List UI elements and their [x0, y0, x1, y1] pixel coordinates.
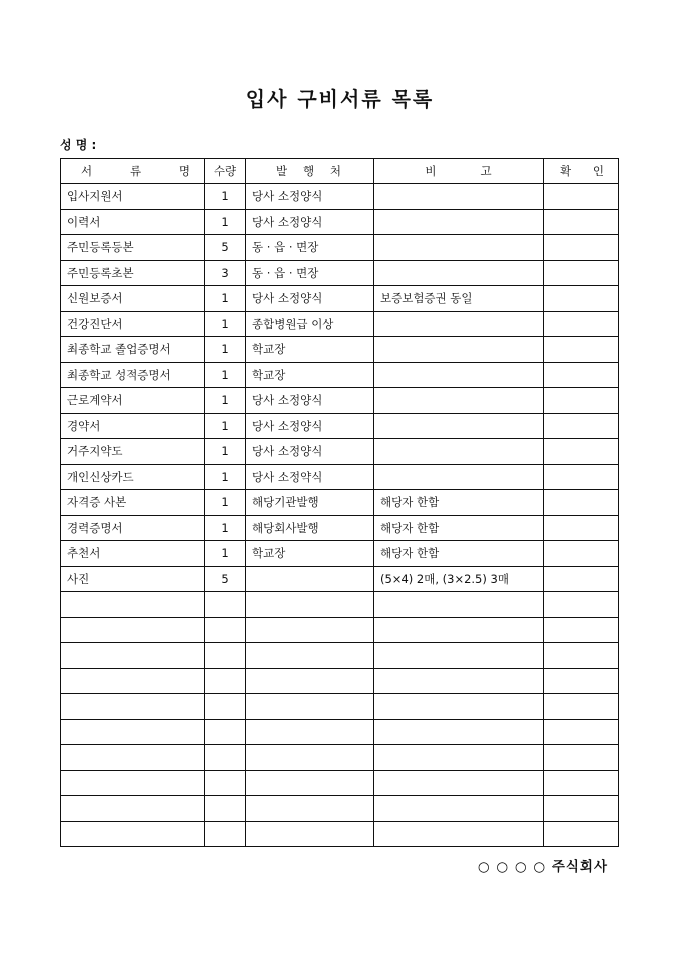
note-cell	[374, 439, 544, 465]
header-check	[544, 159, 619, 184]
document-name-cell: 주민등록등본	[61, 235, 205, 261]
note-cell	[374, 796, 544, 822]
table-row	[61, 413, 619, 439]
quantity-cell	[205, 821, 246, 847]
quantity-cell: 1	[205, 464, 246, 490]
quantity-cell	[205, 694, 246, 720]
check-cell	[544, 566, 619, 592]
issuer-cell: 당사 소정양식	[246, 286, 374, 312]
quantity-cell: 5	[205, 566, 246, 592]
issuer-cell	[246, 796, 374, 822]
table-row	[61, 439, 619, 465]
table-row	[61, 286, 619, 312]
header-issuer-char: 발	[276, 164, 288, 178]
table-row	[61, 668, 619, 694]
table-row	[61, 311, 619, 337]
check-cell	[544, 643, 619, 669]
table-row	[61, 362, 619, 388]
table-row	[61, 184, 619, 210]
issuer-cell: 해당기관발행	[246, 490, 374, 516]
table-row	[61, 337, 619, 363]
note-cell	[374, 209, 544, 235]
document-name-cell: 경력증명서	[61, 515, 205, 541]
issuer-cell	[246, 770, 374, 796]
check-cell	[544, 439, 619, 465]
document-name-cell	[61, 643, 205, 669]
issuer-cell	[246, 566, 374, 592]
note-cell	[374, 337, 544, 363]
table-row	[61, 821, 619, 847]
table-row	[61, 515, 619, 541]
table-row	[61, 617, 619, 643]
quantity-cell: 1	[205, 388, 246, 414]
check-cell	[544, 541, 619, 567]
header-name-char: 류	[129, 164, 142, 178]
quantity-cell	[205, 592, 246, 618]
note-cell	[374, 388, 544, 414]
quantity-cell: 1	[205, 362, 246, 388]
check-cell	[544, 668, 619, 694]
header-name-char: 서	[81, 164, 93, 178]
check-cell	[544, 337, 619, 363]
table-row	[61, 719, 619, 745]
note-cell	[374, 668, 544, 694]
header-note-char: 비	[425, 164, 437, 178]
check-cell	[544, 413, 619, 439]
quantity-cell: 1	[205, 311, 246, 337]
document-name-cell	[61, 745, 205, 771]
table-row	[61, 745, 619, 771]
quantity-cell	[205, 668, 246, 694]
note-cell	[374, 235, 544, 261]
document-name-cell: 최종학교 졸업증명서	[61, 337, 205, 363]
note-cell	[374, 413, 544, 439]
table-row	[61, 566, 619, 592]
quantity-cell: 1	[205, 413, 246, 439]
quantity-cell: 1	[205, 184, 246, 210]
note-cell	[374, 617, 544, 643]
quantity-cell: 1	[205, 209, 246, 235]
table-row	[61, 592, 619, 618]
table-row	[61, 694, 619, 720]
issuer-cell: 당사 소정양식	[246, 209, 374, 235]
document-name-cell: 최종학교 성적증명서	[61, 362, 205, 388]
issuer-cell: 당사 소정양식	[246, 388, 374, 414]
issuer-cell	[246, 617, 374, 643]
check-cell	[544, 745, 619, 771]
document-name-cell	[61, 821, 205, 847]
quantity-cell	[205, 617, 246, 643]
document-name-cell	[61, 694, 205, 720]
check-cell	[544, 821, 619, 847]
check-cell	[544, 719, 619, 745]
header-issuer-char: 행	[302, 164, 315, 178]
note-cell	[374, 464, 544, 490]
table-row	[61, 643, 619, 669]
check-cell	[544, 388, 619, 414]
check-cell	[544, 260, 619, 286]
note-cell: 해당자 한함	[374, 541, 544, 567]
issuer-cell: 학교장	[246, 337, 374, 363]
quantity-cell: 1	[205, 490, 246, 516]
issuer-cell: 당사 소정양식	[246, 439, 374, 465]
document-name-cell: 자격증 사본	[61, 490, 205, 516]
header-issuer	[246, 159, 374, 184]
header-document-name	[61, 159, 205, 184]
note-cell: 해당자 한함	[374, 490, 544, 516]
quantity-cell: 1	[205, 515, 246, 541]
quantity-cell: 1	[205, 439, 246, 465]
check-cell	[544, 362, 619, 388]
note-cell	[374, 745, 544, 771]
document-name-cell: 신원보증서	[61, 286, 205, 312]
note-cell	[374, 260, 544, 286]
document-name-cell	[61, 796, 205, 822]
check-cell	[544, 184, 619, 210]
check-cell	[544, 592, 619, 618]
check-cell	[544, 617, 619, 643]
note-cell	[374, 362, 544, 388]
document-name-cell: 거주지약도	[61, 439, 205, 465]
table-body	[61, 184, 619, 847]
issuer-cell	[246, 745, 374, 771]
document-name-cell	[61, 617, 205, 643]
issuer-cell: 해당회사발행	[246, 515, 374, 541]
document-name-cell: 건강진단서	[61, 311, 205, 337]
header-note-char: 고	[480, 164, 492, 178]
note-cell	[374, 184, 544, 210]
header-name-char: 명	[178, 164, 190, 178]
note-cell: 보증보험증권 동일	[374, 286, 544, 312]
applicant-name-label: 성 명 :	[60, 138, 97, 152]
header-check-char: 인	[592, 164, 604, 178]
note-cell: 해당자 한함	[374, 515, 544, 541]
quantity-cell	[205, 796, 246, 822]
quantity-cell: 1	[205, 337, 246, 363]
quantity-cell	[205, 770, 246, 796]
table-row	[61, 235, 619, 261]
check-cell	[544, 796, 619, 822]
note-cell	[374, 770, 544, 796]
header-check-char: 확	[560, 164, 572, 178]
document-name-cell: 개인신상카드	[61, 464, 205, 490]
issuer-cell	[246, 694, 374, 720]
table-row	[61, 770, 619, 796]
header-note	[374, 159, 544, 184]
quantity-cell: 1	[205, 286, 246, 312]
document-name-cell: 추천서	[61, 541, 205, 567]
document-name-cell: 주민등록초본	[61, 260, 205, 286]
documents-table	[60, 158, 619, 847]
document-name-cell: 경약서	[61, 413, 205, 439]
issuer-cell	[246, 668, 374, 694]
document-name-cell	[61, 719, 205, 745]
issuer-cell: 당사 소정양식	[246, 413, 374, 439]
note-cell	[374, 719, 544, 745]
note-cell: (5×4) 2매, (3×2.5) 3매	[374, 566, 544, 592]
document-name-cell: 입사지원서	[61, 184, 205, 210]
check-cell	[544, 209, 619, 235]
issuer-cell: 당사 소정약식	[246, 464, 374, 490]
quantity-cell	[205, 745, 246, 771]
table-row	[61, 541, 619, 567]
check-cell	[544, 286, 619, 312]
table-row	[61, 490, 619, 516]
check-cell	[544, 235, 619, 261]
issuer-cell	[246, 821, 374, 847]
quantity-cell	[205, 719, 246, 745]
note-cell	[374, 592, 544, 618]
header-issuer-char: 처	[329, 164, 341, 178]
page-title: 입사 구비서류 목록	[245, 87, 435, 111]
header-quantity: 수량	[205, 159, 246, 184]
quantity-cell: 1	[205, 541, 246, 567]
check-cell	[544, 490, 619, 516]
issuer-cell: 학교장	[246, 362, 374, 388]
check-cell	[544, 770, 619, 796]
issuer-cell: 동 · 읍 · 면장	[246, 235, 374, 261]
company-name: ○ ○ ○ ○ 주식회사	[477, 859, 608, 875]
issuer-cell	[246, 592, 374, 618]
issuer-cell: 동 · 읍 · 면장	[246, 260, 374, 286]
table-row	[61, 796, 619, 822]
table-row	[61, 260, 619, 286]
quantity-cell: 3	[205, 260, 246, 286]
document-name-cell	[61, 668, 205, 694]
note-cell	[374, 311, 544, 337]
issuer-cell	[246, 719, 374, 745]
check-cell	[544, 464, 619, 490]
issuer-cell: 당사 소정양식	[246, 184, 374, 210]
issuer-cell: 종합병원급 이상	[246, 311, 374, 337]
document-name-cell: 근로계약서	[61, 388, 205, 414]
table-row	[61, 464, 619, 490]
note-cell	[374, 821, 544, 847]
note-cell	[374, 643, 544, 669]
document-name-cell	[61, 592, 205, 618]
note-cell	[374, 694, 544, 720]
document-name-cell: 이력서	[61, 209, 205, 235]
issuer-cell: 학교장	[246, 541, 374, 567]
table-row	[61, 209, 619, 235]
document-name-cell: 사진	[61, 566, 205, 592]
table-row	[61, 388, 619, 414]
quantity-cell: 5	[205, 235, 246, 261]
document-name-cell	[61, 770, 205, 796]
check-cell	[544, 515, 619, 541]
table-header-row	[61, 159, 619, 184]
check-cell	[544, 694, 619, 720]
issuer-cell	[246, 643, 374, 669]
check-cell	[544, 311, 619, 337]
quantity-cell	[205, 643, 246, 669]
